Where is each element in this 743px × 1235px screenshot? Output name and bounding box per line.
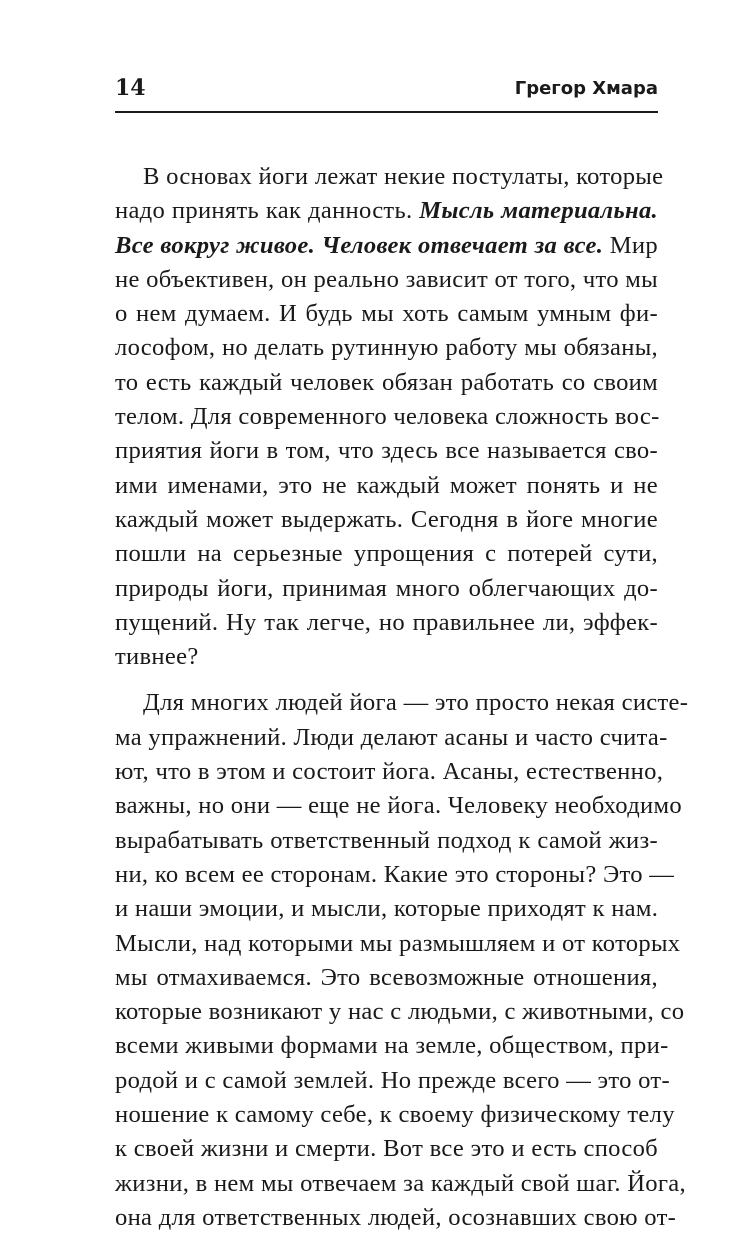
text-line: [115, 1132, 658, 1166]
text-run: природы йоги, принимая много облегчающих до-: [115, 574, 658, 602]
text-run: к своей жизни и смерти. Вот все это и есть способ: [115, 1135, 658, 1163]
text-line: [115, 469, 658, 503]
paragraph: [115, 686, 689, 1235]
text-line: [115, 263, 658, 297]
running-head-author: Грегор Хмара: [514, 78, 658, 99]
text-run: важны, но они — еще не йога. Человеку необходимо: [115, 792, 682, 820]
text-run: вырабатывать ответственный подход к самой жиз-: [115, 826, 658, 854]
text-run: ими именами, это не каждый может понять и не: [115, 471, 658, 499]
text-run: Мир: [603, 231, 658, 259]
text-line: [115, 572, 658, 606]
text-run: то есть каждый человек обязан работать со своим: [115, 368, 658, 396]
text-run: лософом, но делать рутинную работу мы обязаны,: [115, 334, 658, 362]
text-run: приятия йоги в том, что здесь все называется сво-: [115, 437, 658, 465]
text-run: пошли на серьезные упрощения с потерей сути,: [115, 540, 658, 568]
text-run: родой и с самой землей. Но прежде всего — это от-: [115, 1066, 670, 1094]
text-run: всеми живыми формами на земле, обществом, при-: [115, 1032, 669, 1060]
text-line: [115, 366, 658, 400]
text-line: [115, 927, 681, 961]
text-line: [115, 789, 682, 823]
text-run: ют, что в этом и состоит йога. Асаны, естественно,: [115, 758, 664, 786]
text-run: Для многих людей йога — это просто некая систе-: [143, 689, 689, 717]
text-run: Мысли, над которыми мы размышляем и от которых: [115, 929, 681, 957]
body-text: [115, 160, 689, 1235]
text-line: [115, 892, 658, 926]
text-run: мы отмахиваемся. Это всевозможные отношения,: [115, 963, 658, 991]
text-line: [115, 194, 658, 228]
text-run: надо принять как данность.: [115, 197, 420, 225]
text-line: [115, 160, 664, 194]
text-line: [115, 858, 675, 892]
text-line: [115, 995, 685, 1029]
text-run: жизни, в нем мы отвечаем за каждый свой шаг. Йога,: [115, 1169, 686, 1197]
text-line: [115, 824, 658, 858]
text-line: [115, 537, 658, 571]
text-line: [115, 755, 664, 789]
paragraph: [115, 160, 664, 674]
text-run: пущений. Ну так легче, но правильнее ли, эффек-: [115, 608, 658, 636]
text-line: [115, 961, 658, 995]
text-run: тивнее?: [115, 643, 199, 671]
text-run: ни, ко всем ее сторонам. Какие это стороны? Это —: [115, 860, 675, 888]
text-run: и наши эмоции, и мысли, которые приходят к нам.: [115, 895, 659, 923]
text-run: о нем думаем. И будь мы хоть самым умным фи-: [115, 300, 658, 328]
text-line: [115, 434, 658, 468]
text-run: телом. Для современного человека сложность вос-: [115, 403, 660, 431]
text-line: [115, 686, 689, 720]
text-line: [115, 331, 658, 365]
header-rule: [115, 111, 658, 113]
text-line: [115, 503, 658, 537]
text-line: [115, 640, 658, 674]
text-line: [115, 1167, 686, 1201]
emphasized-text: Все вокруг живое. Человек отвечает за все.: [115, 231, 604, 259]
text-run: не объективен, он реально зависит от того, что мы: [115, 265, 658, 293]
text-line: [115, 1201, 677, 1235]
text-line: [115, 1098, 675, 1132]
emphasized-text: Мысль материальна.: [419, 197, 658, 225]
text-run: она для ответственных людей, осознавших свою от-: [115, 1203, 677, 1231]
text-line: [115, 1064, 670, 1098]
page-number: 14: [115, 75, 146, 101]
text-run: ма упражнений. Люди делают асаны и часто счита-: [115, 723, 668, 751]
text-run: ношение к самому себе, к своему физическому телу: [115, 1101, 675, 1129]
text-line: [115, 297, 658, 331]
text-line: [115, 721, 668, 755]
text-line: [115, 229, 658, 263]
text-line: [115, 606, 658, 640]
text-run: В основах йоги лежат некие постулаты, которые: [143, 163, 664, 190]
text-line: [115, 1029, 669, 1063]
text-run: каждый может выдержать. Сегодня в йоге многие: [115, 505, 658, 533]
text-run: которые возникают у нас с людьми, с животными, со: [115, 998, 685, 1026]
text-line: [115, 400, 658, 434]
